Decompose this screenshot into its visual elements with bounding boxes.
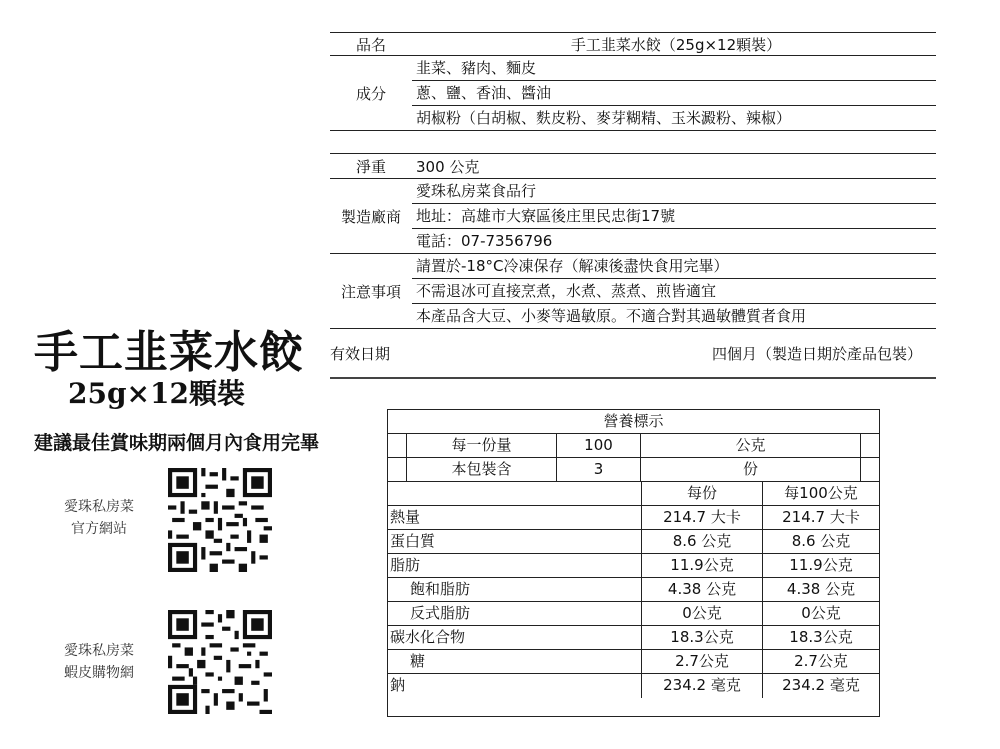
website-qr-label-line: 官方網站 [71, 521, 127, 537]
maker-line: 愛珠私房菜食品行 [412, 179, 936, 204]
nutrient-row [388, 506, 879, 530]
nutrient-name: 糖 [410, 652, 426, 670]
ingredients-line: 胡椒粉（白胡椒、麩皮粉、麥芽糊精、玉米澱粉、辣椒） [416, 109, 792, 127]
col-per-100g: 每100公克 [762, 482, 879, 505]
shop-qr-code[interactable] [168, 610, 272, 714]
shop-qr-label-line: 愛珠私房菜 [64, 643, 134, 659]
website-qr-label [64, 496, 134, 540]
nutrient-per-100g: 18.3公克 [762, 626, 879, 649]
product-name-value: 手工韭菜水餃（25g×12顆裝） [570, 35, 782, 54]
expiry-label: 有效日期 [330, 344, 391, 363]
nutrient-row [388, 530, 879, 554]
ingredients-group [330, 56, 936, 131]
serving-label: 每一份量 [406, 434, 556, 457]
nutrient-row [388, 650, 879, 674]
ingredients-label: 成分 [355, 84, 386, 103]
pack-unit: 份 [640, 458, 861, 481]
col-per-serving: 每份 [641, 482, 762, 505]
shop-qr-label-line: 蝦皮購物網 [64, 665, 134, 681]
nutrient-row [388, 578, 879, 602]
notes-line: 本產品含大豆、小麥等過敏原。不適合對其過敏體質者食用 [416, 307, 807, 325]
expiry-value: 四個月（製造日期於產品包裝） [711, 344, 922, 363]
nutrient-row [388, 674, 879, 698]
nutrient-row [388, 602, 879, 626]
nutrient-per-serving: 0公克 [641, 602, 762, 625]
nutrient-name: 蛋白質 [390, 532, 436, 550]
maker-line: 地址：高雄市大寮區後庄里民忠街17號 [412, 204, 936, 229]
product-subtitle: 25g×12顆裝 [68, 377, 245, 410]
nutrient-row [388, 626, 879, 650]
product-title: 手工韭菜水餃 [34, 327, 304, 378]
weight-label: 淨重 [355, 157, 386, 176]
nutrient-per-100g: 214.7 大卡 [762, 506, 879, 529]
nutrition-title-row [388, 410, 879, 434]
nutrient-name: 鈉 [390, 676, 406, 694]
shop-qr-label [64, 640, 134, 684]
nutrient-name: 脂肪 [390, 556, 421, 574]
weight-row [330, 154, 936, 179]
nutrient-per-serving: 18.3公克 [641, 626, 762, 649]
nutrient-row [388, 554, 879, 578]
notes-line: 不需退冰可直接烹煮，水煮、蒸煮、煎皆適宜 [412, 279, 936, 304]
nutrient-name: 碳水化合物 [390, 628, 466, 646]
weight-value: 300 公克 [416, 157, 480, 176]
maker-label: 製造廠商 [340, 207, 401, 226]
nutrient-name: 熱量 [390, 508, 421, 526]
nutrient-per-serving: 8.6 公克 [641, 530, 762, 553]
serving-unit: 公克 [640, 434, 861, 457]
nutrient-per-serving: 214.7 大卡 [641, 506, 762, 529]
product-name-row [330, 32, 936, 56]
pack-value: 3 [556, 458, 640, 481]
spacer [330, 131, 936, 154]
nutrient-per-100g: 2.7公克 [762, 650, 879, 673]
nutrition-title: 營養標示 [603, 412, 664, 430]
notes-group [330, 254, 936, 329]
notes-line: 請置於-18°C冷凍保存（解凍後盡快食用完畢） [412, 254, 936, 279]
notes-label: 注意事項 [340, 282, 401, 301]
expiry-row [330, 329, 936, 379]
column-header-row [388, 482, 879, 506]
maker-group [330, 179, 936, 254]
product-name-label: 品名 [355, 35, 386, 54]
serving-row [388, 434, 879, 458]
nutrient-name: 反式脂肪 [410, 604, 471, 622]
ingredients-line: 韭菜、豬肉、麵皮 [412, 56, 936, 81]
nutrient-per-serving: 11.9公克 [641, 554, 762, 577]
pack-row [388, 458, 879, 482]
maker-line: 電話：07-7356796 [416, 232, 553, 250]
serving-value: 100 [556, 434, 640, 457]
nutrient-per-100g: 0公克 [762, 602, 879, 625]
best-before-notice: 建議最佳賞味期兩個月內食用完畢 [34, 432, 320, 454]
nutrition-table [387, 409, 880, 717]
ingredients-line: 蔥、鹽、香油、醬油 [412, 81, 936, 106]
website-qr-code[interactable] [168, 468, 272, 572]
nutrient-per-100g: 234.2 毫克 [762, 674, 879, 698]
nutrient-name: 飽和脂肪 [410, 580, 471, 598]
nutrient-per-serving: 234.2 毫克 [641, 674, 762, 698]
nutrient-per-100g: 11.9公克 [762, 554, 879, 577]
nutrient-per-100g: 4.38 公克 [762, 578, 879, 601]
nutrient-per-serving: 4.38 公克 [641, 578, 762, 601]
product-info-table [330, 32, 936, 379]
pack-label: 本包裝含 [406, 458, 556, 481]
nutrient-per-100g: 8.6 公克 [762, 530, 879, 553]
website-qr-label-line: 愛珠私房菜 [64, 499, 134, 515]
nutrient-per-serving: 2.7公克 [641, 650, 762, 673]
